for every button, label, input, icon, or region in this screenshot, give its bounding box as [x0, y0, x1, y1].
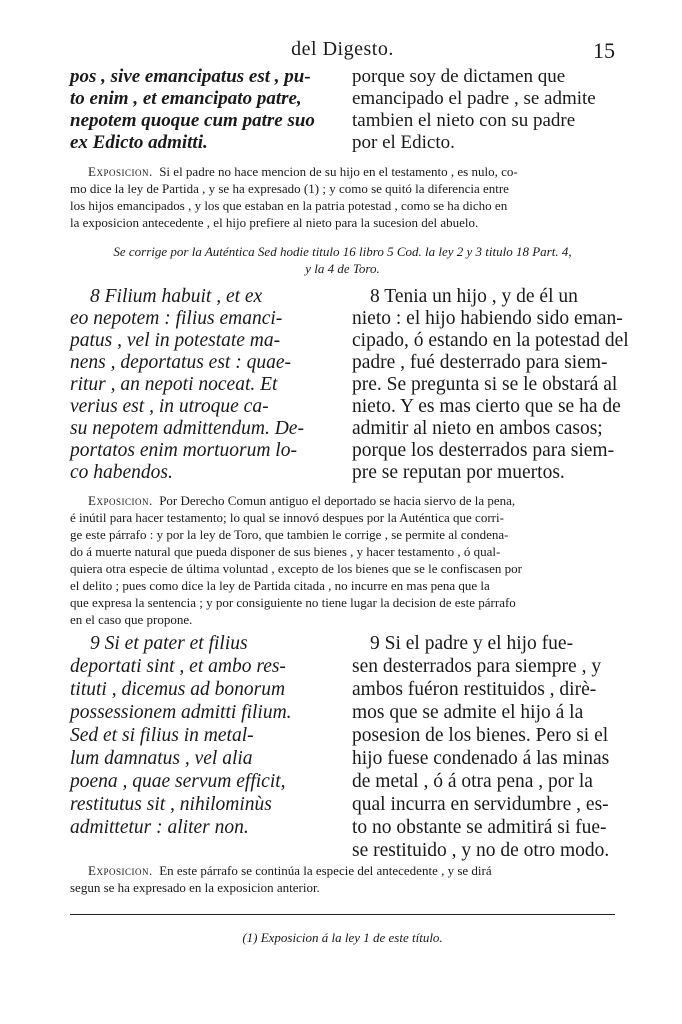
correction-line: Se corrige por la Auténtica Sed hodie titulo 16 libro 5 Cod. la ley 2 y 3 titulo 18 Part. 4,: [113, 244, 572, 259]
latin-text: [70, 66, 335, 154]
exposition-label: Exposicion.: [88, 493, 153, 508]
spanish-line: mos que se admite el hijo á la: [352, 702, 584, 723]
latin-line: tituti , dicemus ad bonorum: [70, 679, 286, 700]
exposition-line: mo dice la ley de Partida , y se ha expresado (1) ; y como se quitó la diferencia entre: [70, 181, 509, 196]
exposition-line: en el caso que propone.: [70, 612, 193, 627]
latin-line: patus , vel in potestate ma-: [70, 330, 281, 351]
latin-line: to enim , et emancipato patre,: [70, 88, 302, 109]
spanish-line: cipado, ó estando en la potestad del: [352, 330, 629, 351]
page-header: [70, 38, 615, 66]
spanish-line: emancipado el padre , se admite: [352, 88, 596, 109]
spanish-line: tambien el nieto con su padre: [352, 110, 576, 131]
spanish-line: padre , fué desterrado para siem-: [352, 352, 608, 373]
latin-line: admittetur : aliter non.: [70, 817, 249, 838]
exposition-line: ge este párrafo : y por la ley de Toro, que tambien le corrige , se permite al condena-: [70, 527, 509, 542]
spanish-text: [352, 66, 615, 154]
exposition-text: En este párrafo se continúa la especie del antecedente , y se dirá: [159, 863, 492, 878]
exposition-line: quiera otra especie de última voluntad , excepto de los bienes que se le confiscasen por: [70, 561, 522, 576]
exposition-label: Exposicion.: [88, 863, 153, 878]
exposition-line: do á muerte natural que pueda disponer de sus bienes , y hacer testamento , ó qual-: [70, 544, 501, 559]
exposition-line: el delito ; pues como dice la ley de Partida citada , no incurre en mas pena que la: [70, 578, 490, 593]
spanish-line: 8 Tenia un hijo , y de él un: [370, 286, 578, 307]
spanish-line: pre se reputan por muertos.: [352, 462, 565, 483]
spanish-line: por el Edicto.: [352, 132, 455, 153]
correction-line: y la 4 de Toro.: [305, 261, 380, 276]
page: [70, 0, 629, 1024]
latin-line: poena , quae servum efficit,: [70, 771, 286, 792]
latin-text: [70, 286, 332, 484]
exposition-text: Por Derecho Comun antiguo el deportado se hacia siervo de la pena,: [159, 493, 516, 508]
latin-line: deportati sint , et ambo res-: [70, 656, 286, 677]
exposition-line: la exposicion antecedente , el hijo prefiere al nieto para la sucesion del abuelo.: [70, 215, 479, 230]
latin-line: restitutus sit , nihilominùs: [70, 794, 272, 815]
exposition-label: Exposicion.: [88, 164, 153, 179]
page-number: 15: [593, 38, 615, 63]
spanish-line: porque los desterrados para siem-: [352, 440, 615, 461]
latin-line: verius est , in utroque ca-: [70, 396, 269, 417]
latin-line: co habendos.: [70, 462, 173, 483]
exposition-text: Si el padre no hace mencion de su hijo en el testamento , es nulo, co-: [159, 164, 518, 179]
spanish-line: posesion de los bienes. Pero si el: [352, 725, 609, 746]
spanish-line: nieto : el hijo habiendo sido eman-: [352, 308, 623, 329]
latin-line: eo nepotem : filius emanci-: [70, 308, 283, 329]
correction-note: [70, 243, 615, 277]
spanish-line: 9 Si el padre y el hijo fue-: [370, 633, 574, 654]
exposition-line: los hijos emancipados , y los que estaban en la patria potestad , como se ha dicho en: [70, 198, 508, 213]
spanish-line: nieto. Y es mas cierto que se ha de: [352, 396, 621, 417]
spanish-line: pre. Se pregunta si se le obstará al: [352, 374, 618, 395]
latin-line: nepotem quoque cum patre suo: [70, 110, 315, 131]
spanish-line: sen desterrados para siempre , y: [352, 656, 602, 677]
exposition-3: [70, 862, 615, 896]
latin-text: [70, 632, 332, 839]
spanish-text: [352, 632, 615, 862]
spanish-line: porque soy de dictamen que: [352, 66, 566, 87]
latin-line: ritur , an nepoti noceat. Et: [70, 374, 278, 395]
spanish-line: admitir al nieto en ambos casos;: [352, 418, 603, 439]
exposition-1: [70, 163, 615, 231]
latin-line: 8 Filium habuit , et ex: [90, 286, 263, 307]
spanish-line: ambos fuéron restituidos , dirè-: [352, 679, 597, 700]
spanish-line: de metal , ó á otra pena , por la: [352, 771, 593, 792]
spanish-line: hijo fuese condenado á las minas: [352, 748, 610, 769]
exposition-line: [70, 862, 615, 879]
spanish-line: se restituido , y no de otro modo.: [352, 840, 610, 861]
latin-line: possessionem admitti filium.: [70, 702, 292, 723]
exposition-line: que expresa la sentencia ; y por consiguiente no tiene lugar la decision de este párrafo: [70, 595, 516, 610]
latin-line: portatos enim mortuorum lo-: [70, 440, 297, 461]
exposition-line: é inútil para hacer testamento; lo qual se innovó despues por la Auténtica que corri-: [70, 510, 504, 525]
footnote-rule: [70, 914, 615, 915]
exposition-2: [70, 492, 615, 628]
exposition-line: segun se ha expresado en la exposicion anterior.: [70, 880, 320, 895]
footnote: (1) Exposicion á la ley 1 de este título.: [242, 930, 443, 945]
latin-line: su nepotem admittendum. De-: [70, 418, 304, 439]
running-head: del Digesto.: [291, 38, 394, 60]
exposition-line: [70, 163, 615, 180]
latin-line: nens , deportatus est : quae-: [70, 352, 291, 373]
latin-line: lum damnatus , vel alia: [70, 748, 253, 769]
spanish-line: qual incurra en servidumbre , es-: [352, 794, 609, 815]
latin-line: ex Edicto admitti.: [70, 132, 208, 153]
exposition-line: [70, 492, 615, 509]
latin-line: Sed et si filius in metal-: [70, 725, 254, 746]
latin-line: pos , sive emancipatus est , pu-: [70, 66, 311, 87]
spanish-line: to no obstante se admitirá si fue-: [352, 817, 607, 838]
spanish-text: [352, 286, 629, 484]
latin-line: 9 Si et pater et filius: [90, 633, 248, 654]
